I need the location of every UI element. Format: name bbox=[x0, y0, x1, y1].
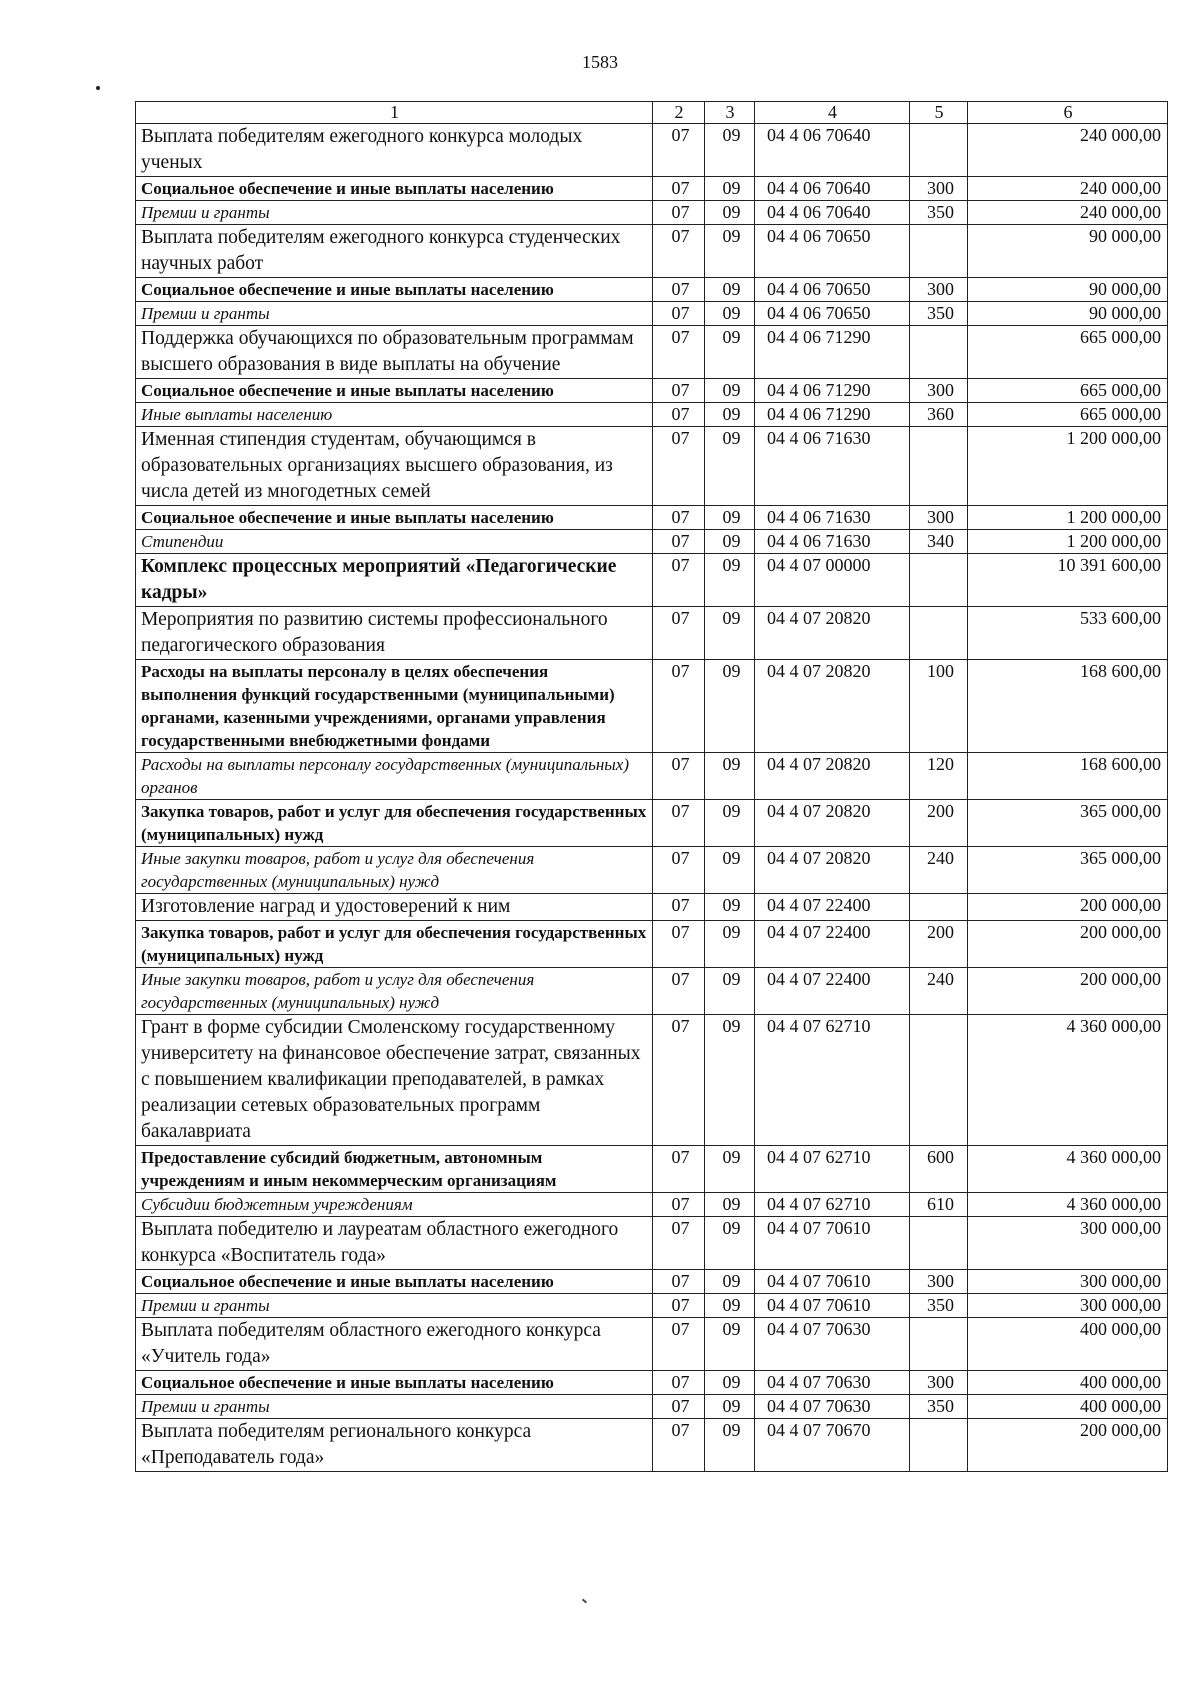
target-article-code: 04 4 07 70630 bbox=[755, 1395, 910, 1419]
section-code: 07 bbox=[653, 1294, 705, 1318]
amount: 4 360 000,00 bbox=[968, 1015, 1168, 1146]
amount: 400 000,00 bbox=[968, 1318, 1168, 1371]
expense-type-code bbox=[910, 225, 968, 278]
subsection-code: 09 bbox=[705, 177, 755, 201]
target-article-code: 04 4 07 20820 bbox=[755, 753, 910, 800]
amount: 4 360 000,00 bbox=[968, 1193, 1168, 1217]
column-header: 2 bbox=[653, 102, 705, 124]
table-row bbox=[136, 506, 1168, 530]
amount: 200 000,00 bbox=[968, 921, 1168, 968]
table-row bbox=[136, 894, 1168, 921]
subsection-code: 09 bbox=[705, 847, 755, 894]
expense-type-code: 240 bbox=[910, 968, 968, 1015]
expense-type-code: 350 bbox=[910, 302, 968, 326]
subsection-code: 09 bbox=[705, 968, 755, 1015]
subsection-code: 09 bbox=[705, 1146, 755, 1193]
table-row bbox=[136, 201, 1168, 225]
amount: 300 000,00 bbox=[968, 1294, 1168, 1318]
budget-table bbox=[135, 101, 1168, 1472]
amount: 4 360 000,00 bbox=[968, 1146, 1168, 1193]
subsection-code: 09 bbox=[705, 1371, 755, 1395]
section-code: 07 bbox=[653, 847, 705, 894]
amount: 168 600,00 bbox=[968, 660, 1168, 753]
table-row bbox=[136, 1015, 1168, 1146]
target-article-code: 04 4 07 70610 bbox=[755, 1217, 910, 1270]
target-article-code: 04 4 07 70630 bbox=[755, 1318, 910, 1371]
amount: 240 000,00 bbox=[968, 177, 1168, 201]
item-name: Иные выплаты населению bbox=[136, 403, 653, 427]
subsection-code: 09 bbox=[705, 506, 755, 530]
section-code: 07 bbox=[653, 1419, 705, 1472]
expense-type-code bbox=[910, 124, 968, 177]
target-article-code: 04 4 07 22400 bbox=[755, 894, 910, 921]
item-name: Закупка товаров, работ и услуг для обеспечения государственных (муниципальных) нужд bbox=[136, 921, 653, 968]
table-row bbox=[136, 302, 1168, 326]
section-code: 07 bbox=[653, 753, 705, 800]
amount: 665 000,00 bbox=[968, 326, 1168, 379]
subsection-code: 09 bbox=[705, 427, 755, 506]
table-row bbox=[136, 847, 1168, 894]
column-header: 6 bbox=[968, 102, 1168, 124]
target-article-code: 04 4 06 70650 bbox=[755, 225, 910, 278]
target-article-code: 04 4 06 71290 bbox=[755, 326, 910, 379]
section-code: 07 bbox=[653, 607, 705, 660]
expense-type-code bbox=[910, 1217, 968, 1270]
target-article-code: 04 4 07 20820 bbox=[755, 607, 910, 660]
section-code: 07 bbox=[653, 326, 705, 379]
subsection-code: 09 bbox=[705, 921, 755, 968]
target-article-code: 04 4 07 20820 bbox=[755, 800, 910, 847]
subsection-code: 09 bbox=[705, 1015, 755, 1146]
amount: 365 000,00 bbox=[968, 800, 1168, 847]
subsection-code: 09 bbox=[705, 554, 755, 607]
amount: 90 000,00 bbox=[968, 225, 1168, 278]
item-name: Премии и гранты bbox=[136, 302, 653, 326]
amount: 10 391 600,00 bbox=[968, 554, 1168, 607]
expense-type-code: 240 bbox=[910, 847, 968, 894]
target-article-code: 04 4 07 20820 bbox=[755, 847, 910, 894]
table-row bbox=[136, 1270, 1168, 1294]
table-row bbox=[136, 530, 1168, 554]
expense-type-code bbox=[910, 427, 968, 506]
section-code: 07 bbox=[653, 1371, 705, 1395]
item-name: Социальное обеспечение и иные выплаты населению bbox=[136, 1371, 653, 1395]
amount: 533 600,00 bbox=[968, 607, 1168, 660]
target-article-code: 04 4 06 70650 bbox=[755, 278, 910, 302]
table-row bbox=[136, 1294, 1168, 1318]
expense-type-code: 350 bbox=[910, 1294, 968, 1318]
amount: 400 000,00 bbox=[968, 1371, 1168, 1395]
section-code: 07 bbox=[653, 379, 705, 403]
section-code: 07 bbox=[653, 177, 705, 201]
subsection-code: 09 bbox=[705, 302, 755, 326]
amount: 200 000,00 bbox=[968, 1419, 1168, 1472]
section-code: 07 bbox=[653, 403, 705, 427]
subsection-code: 09 bbox=[705, 1294, 755, 1318]
section-code: 07 bbox=[653, 1270, 705, 1294]
section-code: 07 bbox=[653, 1146, 705, 1193]
target-article-code: 04 4 07 00000 bbox=[755, 554, 910, 607]
expense-type-code bbox=[910, 1318, 968, 1371]
section-code: 07 bbox=[653, 660, 705, 753]
subsection-code: 09 bbox=[705, 1217, 755, 1270]
item-name: Именная стипендия студентам, обучающимся в образовательных организациях высшего образования, из числа детей из многодетных семей bbox=[136, 427, 653, 506]
table-row bbox=[136, 660, 1168, 753]
section-code: 07 bbox=[653, 124, 705, 177]
amount: 200 000,00 bbox=[968, 894, 1168, 921]
subsection-code: 09 bbox=[705, 1318, 755, 1371]
subsection-code: 09 bbox=[705, 607, 755, 660]
target-article-code: 04 4 06 70640 bbox=[755, 124, 910, 177]
item-name: Выплата победителям ежегодного конкурса молодых ученых bbox=[136, 124, 653, 177]
target-article-code: 04 4 06 71630 bbox=[755, 427, 910, 506]
subsection-code: 09 bbox=[705, 1419, 755, 1472]
table-row bbox=[136, 753, 1168, 800]
table-row bbox=[136, 800, 1168, 847]
subsection-code: 09 bbox=[705, 1395, 755, 1419]
target-article-code: 04 4 06 71630 bbox=[755, 506, 910, 530]
expense-type-code: 300 bbox=[910, 506, 968, 530]
target-article-code: 04 4 06 71630 bbox=[755, 530, 910, 554]
subsection-code: 09 bbox=[705, 800, 755, 847]
item-name: Изготовление наград и удостоверений к ним bbox=[136, 894, 653, 921]
expense-type-code: 600 bbox=[910, 1146, 968, 1193]
expense-type-code: 300 bbox=[910, 177, 968, 201]
item-name: Премии и гранты bbox=[136, 1294, 653, 1318]
item-name: Комплекс процессных мероприятий «Педагогические кадры» bbox=[136, 554, 653, 607]
expense-type-code: 350 bbox=[910, 1395, 968, 1419]
column-header: 5 bbox=[910, 102, 968, 124]
subsection-code: 09 bbox=[705, 278, 755, 302]
amount: 1 200 000,00 bbox=[968, 530, 1168, 554]
expense-type-code: 300 bbox=[910, 1371, 968, 1395]
table-header-row bbox=[136, 102, 1168, 124]
amount: 1 200 000,00 bbox=[968, 427, 1168, 506]
amount: 400 000,00 bbox=[968, 1395, 1168, 1419]
target-article-code: 04 4 07 62710 bbox=[755, 1193, 910, 1217]
subsection-code: 09 bbox=[705, 1193, 755, 1217]
item-name: Премии и гранты bbox=[136, 1395, 653, 1419]
section-code: 07 bbox=[653, 302, 705, 326]
target-article-code: 04 4 06 71290 bbox=[755, 379, 910, 403]
item-name: Социальное обеспечение и иные выплаты населению bbox=[136, 506, 653, 530]
target-article-code: 04 4 07 62710 bbox=[755, 1015, 910, 1146]
table-row bbox=[136, 225, 1168, 278]
scan-speck bbox=[96, 86, 100, 90]
target-article-code: 04 4 07 22400 bbox=[755, 968, 910, 1015]
scan-speck bbox=[582, 1599, 587, 1604]
expense-type-code: 360 bbox=[910, 403, 968, 427]
expense-type-code: 200 bbox=[910, 800, 968, 847]
section-code: 07 bbox=[653, 278, 705, 302]
expense-type-code: 200 bbox=[910, 921, 968, 968]
expense-type-code bbox=[910, 1419, 968, 1472]
target-article-code: 04 4 06 70650 bbox=[755, 302, 910, 326]
section-code: 07 bbox=[653, 968, 705, 1015]
expense-type-code bbox=[910, 1015, 968, 1146]
item-name: Стипендии bbox=[136, 530, 653, 554]
target-article-code: 04 4 07 20820 bbox=[755, 660, 910, 753]
subsection-code: 09 bbox=[705, 326, 755, 379]
amount: 240 000,00 bbox=[968, 124, 1168, 177]
expense-type-code: 300 bbox=[910, 1270, 968, 1294]
item-name: Выплата победителям областного ежегодного конкурса «Учитель года» bbox=[136, 1318, 653, 1371]
item-name: Выплата победителям регионального конкурса «Преподаватель года» bbox=[136, 1419, 653, 1472]
target-article-code: 04 4 06 70640 bbox=[755, 201, 910, 225]
target-article-code: 04 4 07 70610 bbox=[755, 1270, 910, 1294]
amount: 1 200 000,00 bbox=[968, 506, 1168, 530]
table-row bbox=[136, 1395, 1168, 1419]
table-row bbox=[136, 1371, 1168, 1395]
item-name: Выплата победителю и лауреатам областного ежегодного конкурса «Воспитатель года» bbox=[136, 1217, 653, 1270]
item-name: Выплата победителям ежегодного конкурса студенческих научных работ bbox=[136, 225, 653, 278]
subsection-code: 09 bbox=[705, 201, 755, 225]
subsection-code: 09 bbox=[705, 379, 755, 403]
subsection-code: 09 bbox=[705, 894, 755, 921]
expense-type-code: 350 bbox=[910, 201, 968, 225]
section-code: 07 bbox=[653, 530, 705, 554]
amount: 300 000,00 bbox=[968, 1217, 1168, 1270]
item-name: Закупка товаров, работ и услуг для обеспечения государственных (муниципальных) нужд bbox=[136, 800, 653, 847]
section-code: 07 bbox=[653, 1318, 705, 1371]
section-code: 07 bbox=[653, 201, 705, 225]
expense-type-code: 340 bbox=[910, 530, 968, 554]
column-header: 4 bbox=[755, 102, 910, 124]
target-article-code: 04 4 06 70640 bbox=[755, 177, 910, 201]
amount: 200 000,00 bbox=[968, 968, 1168, 1015]
expense-type-code bbox=[910, 894, 968, 921]
section-code: 07 bbox=[653, 894, 705, 921]
column-header: 1 bbox=[136, 102, 653, 124]
expense-type-code: 300 bbox=[910, 379, 968, 403]
amount: 665 000,00 bbox=[968, 379, 1168, 403]
target-article-code: 04 4 07 62710 bbox=[755, 1146, 910, 1193]
subsection-code: 09 bbox=[705, 660, 755, 753]
subsection-code: 09 bbox=[705, 124, 755, 177]
target-article-code: 04 4 07 70610 bbox=[755, 1294, 910, 1318]
item-name: Расходы на выплаты персоналу государственных (муниципальных) органов bbox=[136, 753, 653, 800]
section-code: 07 bbox=[653, 225, 705, 278]
table-row bbox=[136, 1193, 1168, 1217]
table-row bbox=[136, 326, 1168, 379]
table-row bbox=[136, 1217, 1168, 1270]
amount: 90 000,00 bbox=[968, 278, 1168, 302]
page-number: 1583 bbox=[582, 52, 618, 72]
table-row bbox=[136, 1146, 1168, 1193]
amount: 90 000,00 bbox=[968, 302, 1168, 326]
table-row bbox=[136, 278, 1168, 302]
section-code: 07 bbox=[653, 1015, 705, 1146]
item-name: Социальное обеспечение и иные выплаты населению bbox=[136, 278, 653, 302]
section-code: 07 bbox=[653, 1217, 705, 1270]
section-code: 07 bbox=[653, 800, 705, 847]
table-row bbox=[136, 921, 1168, 968]
section-code: 07 bbox=[653, 921, 705, 968]
expense-type-code: 120 bbox=[910, 753, 968, 800]
section-code: 07 bbox=[653, 506, 705, 530]
item-name: Расходы на выплаты персоналу в целях обеспечения выполнения функций государственными (муниципальными) органами, казенными учреждениями, органами управления государственными внебюджетными фондами bbox=[136, 660, 653, 753]
table-row bbox=[136, 427, 1168, 506]
item-name: Субсидии бюджетным учреждениям bbox=[136, 1193, 653, 1217]
section-code: 07 bbox=[653, 554, 705, 607]
table-row bbox=[136, 403, 1168, 427]
item-name: Социальное обеспечение и иные выплаты населению bbox=[136, 1270, 653, 1294]
item-name: Социальное обеспечение и иные выплаты населению bbox=[136, 379, 653, 403]
target-article-code: 04 4 07 70630 bbox=[755, 1371, 910, 1395]
amount: 365 000,00 bbox=[968, 847, 1168, 894]
amount: 168 600,00 bbox=[968, 753, 1168, 800]
budget-table-body bbox=[136, 102, 1168, 1472]
expense-type-code: 610 bbox=[910, 1193, 968, 1217]
target-article-code: 04 4 06 71290 bbox=[755, 403, 910, 427]
section-code: 07 bbox=[653, 1193, 705, 1217]
amount: 665 000,00 bbox=[968, 403, 1168, 427]
item-name: Иные закупки товаров, работ и услуг для обеспечения государственных (муниципальных) нужд bbox=[136, 968, 653, 1015]
table-row bbox=[136, 607, 1168, 660]
expense-type-code: 300 bbox=[910, 278, 968, 302]
expense-type-code: 100 bbox=[910, 660, 968, 753]
expense-type-code bbox=[910, 554, 968, 607]
target-article-code: 04 4 07 70670 bbox=[755, 1419, 910, 1472]
table-row bbox=[136, 1318, 1168, 1371]
item-name: Грант в форме субсидии Смоленскому государственному университету на финансовое обеспечение затрат, связанных с повышением квалификации преподавателей, в рамках реализации сетевых образовательных программ бакалавриата bbox=[136, 1015, 653, 1146]
subsection-code: 09 bbox=[705, 225, 755, 278]
expense-type-code bbox=[910, 607, 968, 660]
item-name: Иные закупки товаров, работ и услуг для обеспечения государственных (муниципальных) нужд bbox=[136, 847, 653, 894]
item-name: Премии и гранты bbox=[136, 201, 653, 225]
item-name: Социальное обеспечение и иные выплаты населению bbox=[136, 177, 653, 201]
subsection-code: 09 bbox=[705, 1270, 755, 1294]
section-code: 07 bbox=[653, 1395, 705, 1419]
subsection-code: 09 bbox=[705, 530, 755, 554]
item-name: Мероприятия по развитию системы профессионального педагогического образования bbox=[136, 607, 653, 660]
subsection-code: 09 bbox=[705, 753, 755, 800]
table-row bbox=[136, 554, 1168, 607]
table-row bbox=[136, 379, 1168, 403]
amount: 300 000,00 bbox=[968, 1270, 1168, 1294]
section-code: 07 bbox=[653, 427, 705, 506]
table-row bbox=[136, 124, 1168, 177]
item-name: Поддержка обучающихся по образовательным программам высшего образования в виде выплаты на обучение bbox=[136, 326, 653, 379]
column-header: 3 bbox=[705, 102, 755, 124]
table-row bbox=[136, 968, 1168, 1015]
table-row bbox=[136, 177, 1168, 201]
item-name: Предоставление субсидий бюджетным, автономным учреждениям и иным некоммерческим организациям bbox=[136, 1146, 653, 1193]
subsection-code: 09 bbox=[705, 403, 755, 427]
target-article-code: 04 4 07 22400 bbox=[755, 921, 910, 968]
table-row bbox=[136, 1419, 1168, 1472]
amount: 240 000,00 bbox=[968, 201, 1168, 225]
expense-type-code bbox=[910, 326, 968, 379]
